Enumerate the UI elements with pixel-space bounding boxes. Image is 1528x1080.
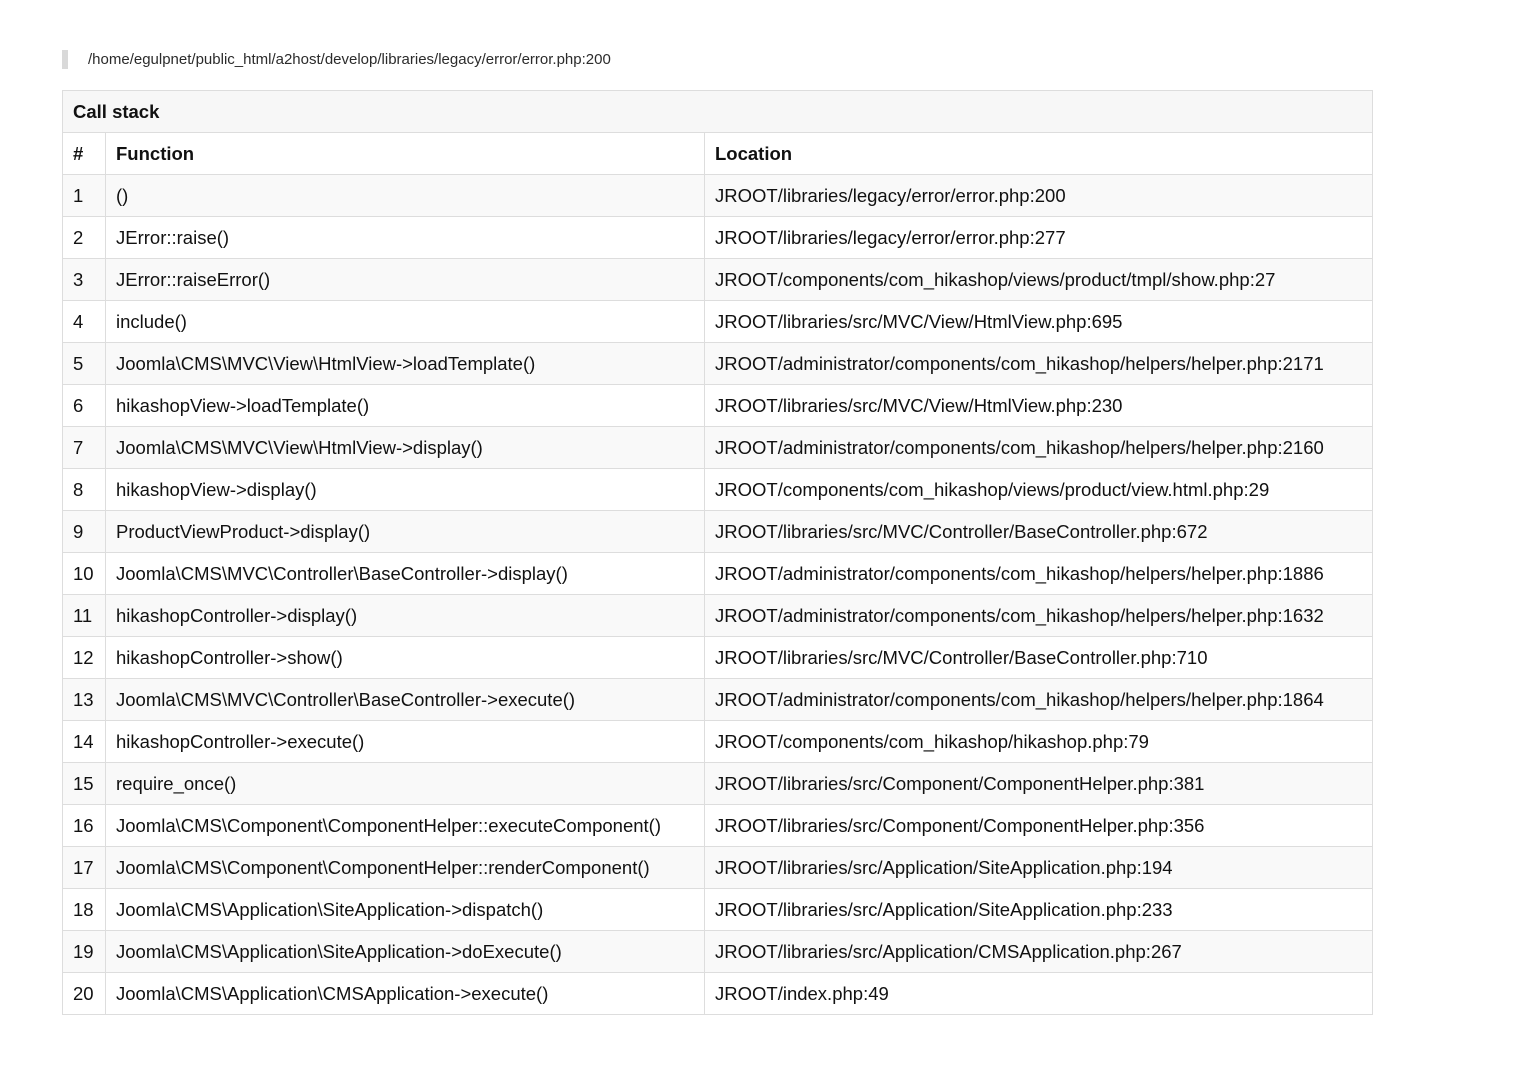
table-row xyxy=(63,427,1373,469)
row-number: 19 xyxy=(63,931,106,973)
row-number: 3 xyxy=(63,259,106,301)
row-function: Joomla\CMS\Application\SiteApplication->doExecute() xyxy=(106,931,705,973)
row-function: include() xyxy=(106,301,705,343)
table-row xyxy=(63,847,1373,889)
row-number: 10 xyxy=(63,553,106,595)
table-row xyxy=(63,259,1373,301)
column-header-number: # xyxy=(63,133,106,175)
table-row xyxy=(63,511,1373,553)
row-function: () xyxy=(106,175,705,217)
row-number: 12 xyxy=(63,637,106,679)
error-file-path xyxy=(62,49,611,69)
row-location: JROOT/libraries/src/Application/SiteApplication.php:233 xyxy=(705,889,1373,931)
row-location: JROOT/index.php:49 xyxy=(705,973,1373,1015)
row-number: 5 xyxy=(63,343,106,385)
table-row xyxy=(63,763,1373,805)
table-row xyxy=(63,553,1373,595)
row-function: ProductViewProduct->display() xyxy=(106,511,705,553)
row-location: JROOT/components/com_hikashop/views/product/view.html.php:29 xyxy=(705,469,1373,511)
column-header-location: Location xyxy=(705,133,1373,175)
table-row xyxy=(63,301,1373,343)
row-number: 14 xyxy=(63,721,106,763)
row-function: hikashopView->display() xyxy=(106,469,705,511)
row-number: 1 xyxy=(63,175,106,217)
row-function: hikashopController->execute() xyxy=(106,721,705,763)
row-number: 2 xyxy=(63,217,106,259)
row-location: JROOT/administrator/components/com_hikashop/helpers/helper.php:1864 xyxy=(705,679,1373,721)
row-function: hikashopView->loadTemplate() xyxy=(106,385,705,427)
call-stack-title: Call stack xyxy=(63,91,1373,133)
row-location: JROOT/libraries/legacy/error/error.php:200 xyxy=(705,175,1373,217)
row-function: Joomla\CMS\MVC\Controller\BaseController->display() xyxy=(106,553,705,595)
row-function: Joomla\CMS\Application\SiteApplication->dispatch() xyxy=(106,889,705,931)
row-function: Joomla\CMS\MVC\View\HtmlView->loadTemplate() xyxy=(106,343,705,385)
table-row xyxy=(63,889,1373,931)
row-function: hikashopController->show() xyxy=(106,637,705,679)
row-function: JError::raiseError() xyxy=(106,259,705,301)
table-row xyxy=(63,385,1373,427)
row-location: JROOT/administrator/components/com_hikashop/helpers/helper.php:2160 xyxy=(705,427,1373,469)
row-location: JROOT/components/com_hikashop/views/product/tmpl/show.php:27 xyxy=(705,259,1373,301)
row-location: JROOT/libraries/src/MVC/View/HtmlView.php:695 xyxy=(705,301,1373,343)
call-stack-caption-row xyxy=(63,91,1373,133)
table-row xyxy=(63,343,1373,385)
row-number: 15 xyxy=(63,763,106,805)
table-row xyxy=(63,931,1373,973)
quote-bar xyxy=(62,50,68,69)
call-stack-table xyxy=(62,90,1373,1015)
row-location: JROOT/libraries/src/Component/ComponentHelper.php:356 xyxy=(705,805,1373,847)
row-location: JROOT/libraries/legacy/error/error.php:277 xyxy=(705,217,1373,259)
row-location: JROOT/libraries/src/Application/SiteApplication.php:194 xyxy=(705,847,1373,889)
row-number: 18 xyxy=(63,889,106,931)
call-stack-header-row xyxy=(63,133,1373,175)
table-row xyxy=(63,721,1373,763)
row-location: JROOT/components/com_hikashop/hikashop.php:79 xyxy=(705,721,1373,763)
table-row xyxy=(63,175,1373,217)
row-number: 6 xyxy=(63,385,106,427)
row-function: JError::raise() xyxy=(106,217,705,259)
row-number: 8 xyxy=(63,469,106,511)
table-row xyxy=(63,469,1373,511)
column-header-function: Function xyxy=(106,133,705,175)
row-number: 7 xyxy=(63,427,106,469)
row-function: Joomla\CMS\Application\CMSApplication->execute() xyxy=(106,973,705,1015)
row-number: 16 xyxy=(63,805,106,847)
table-row xyxy=(63,805,1373,847)
row-number: 4 xyxy=(63,301,106,343)
row-location: JROOT/administrator/components/com_hikashop/helpers/helper.php:2171 xyxy=(705,343,1373,385)
row-location: JROOT/libraries/src/MVC/Controller/BaseController.php:672 xyxy=(705,511,1373,553)
table-row xyxy=(63,679,1373,721)
table-row xyxy=(63,595,1373,637)
row-number: 11 xyxy=(63,595,106,637)
row-number: 13 xyxy=(63,679,106,721)
call-stack-body xyxy=(63,175,1373,1015)
row-function: Joomla\CMS\Component\ComponentHelper::renderComponent() xyxy=(106,847,705,889)
row-number: 9 xyxy=(63,511,106,553)
row-function: require_once() xyxy=(106,763,705,805)
row-function: Joomla\CMS\Component\ComponentHelper::executeComponent() xyxy=(106,805,705,847)
row-location: JROOT/libraries/src/Component/ComponentHelper.php:381 xyxy=(705,763,1373,805)
row-number: 17 xyxy=(63,847,106,889)
row-function: Joomla\CMS\MVC\View\HtmlView->display() xyxy=(106,427,705,469)
row-location: JROOT/libraries/src/MVC/Controller/BaseController.php:710 xyxy=(705,637,1373,679)
table-row xyxy=(63,217,1373,259)
row-function: Joomla\CMS\MVC\Controller\BaseController->execute() xyxy=(106,679,705,721)
row-location: JROOT/libraries/src/Application/CMSApplication.php:267 xyxy=(705,931,1373,973)
row-function: hikashopController->display() xyxy=(106,595,705,637)
error-file-text: /home/egulpnet/public_html/a2host/develop/libraries/legacy/error/error.php:200 xyxy=(88,50,611,68)
table-row xyxy=(63,637,1373,679)
row-location: JROOT/libraries/src/MVC/View/HtmlView.php:230 xyxy=(705,385,1373,427)
row-location: JROOT/administrator/components/com_hikashop/helpers/helper.php:1886 xyxy=(705,553,1373,595)
table-row xyxy=(63,973,1373,1015)
row-number: 20 xyxy=(63,973,106,1015)
row-location: JROOT/administrator/components/com_hikashop/helpers/helper.php:1632 xyxy=(705,595,1373,637)
